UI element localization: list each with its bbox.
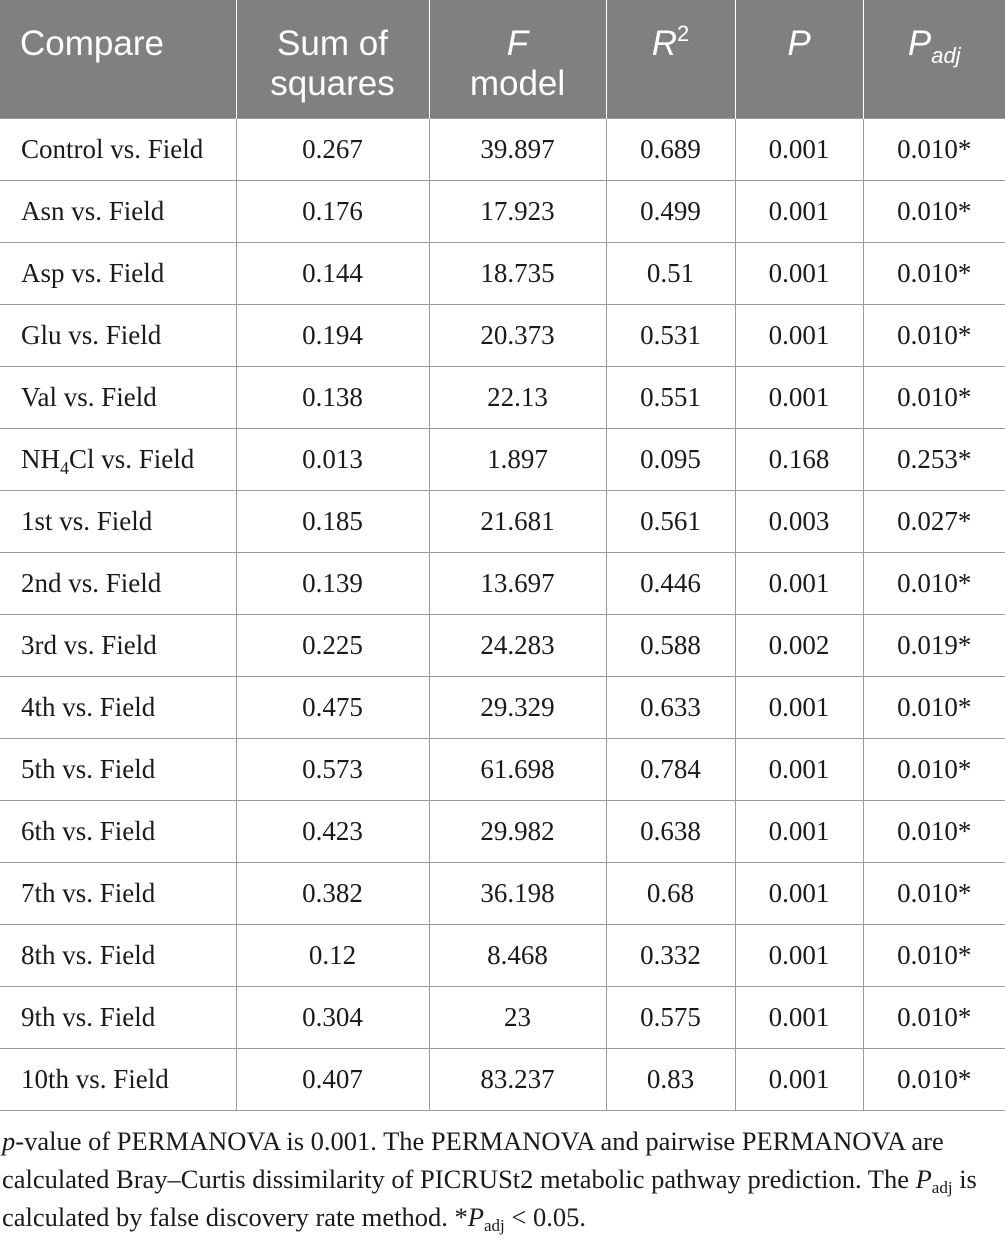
- table-row: [0, 987, 1005, 1049]
- cell-f-model: 61.698: [429, 739, 606, 801]
- table-row: [0, 677, 1005, 739]
- cell-compare: 8th vs. Field: [0, 925, 236, 987]
- cell-p: 0.001: [735, 925, 863, 987]
- header-compare: Compare: [0, 0, 236, 119]
- cell-compare: 6th vs. Field: [0, 801, 236, 863]
- cell-f-model: 36.198: [429, 863, 606, 925]
- cell-p-adj: 0.010*: [863, 553, 1005, 615]
- cell-p: 0.001: [735, 367, 863, 429]
- cell-sum-of-squares: 0.138: [236, 367, 429, 429]
- header-sum-line1: Sum of: [277, 24, 388, 63]
- footnote-padj2-base: P: [467, 1202, 484, 1232]
- cell-p: 0.001: [735, 863, 863, 925]
- cell-compare: Asn vs. Field: [0, 181, 236, 243]
- cell-f-model: 13.697: [429, 553, 606, 615]
- cell-compare: Glu vs. Field: [0, 305, 236, 367]
- table-row: [0, 553, 1005, 615]
- cell-p: 0.002: [735, 615, 863, 677]
- cell-p-adj: 0.010*: [863, 119, 1005, 181]
- footnote-part1: -value of PERMANOVA is 0.001. The PERMANOVA and pairwise PERMANOVA are calculated Bray–Curtis dissimilarity of PICRUSt2 metabolic pathway prediction. The: [2, 1126, 944, 1194]
- cell-p-adj: 0.010*: [863, 987, 1005, 1049]
- cell-f-model: 83.237: [429, 1049, 606, 1111]
- cell-sum-of-squares: 0.267: [236, 119, 429, 181]
- cell-p-adj: 0.010*: [863, 801, 1005, 863]
- table-row: [0, 119, 1005, 181]
- footnote-part3: < 0.05.: [504, 1202, 586, 1232]
- cell-p-adj: 0.010*: [863, 367, 1005, 429]
- cell-compare-sub: 4: [60, 458, 69, 478]
- cell-f-model: 24.283: [429, 615, 606, 677]
- cell-sum-of-squares: 0.194: [236, 305, 429, 367]
- cell-compare: 10th vs. Field: [0, 1049, 236, 1111]
- cell-p: 0.001: [735, 305, 863, 367]
- cell-p-adj: 0.010*: [863, 181, 1005, 243]
- cell-sum-of-squares: 0.139: [236, 553, 429, 615]
- cell-sum-of-squares: 0.423: [236, 801, 429, 863]
- cell-f-model: 21.681: [429, 491, 606, 553]
- cell-sum-of-squares: 0.407: [236, 1049, 429, 1111]
- cell-compare-pre: NH: [21, 444, 60, 474]
- cell-r2: 0.575: [606, 987, 735, 1049]
- header-p: P: [735, 0, 863, 119]
- table-row: [0, 243, 1005, 305]
- cell-p-adj: 0.019*: [863, 615, 1005, 677]
- cell-f-model: 29.982: [429, 801, 606, 863]
- cell-p-adj: 0.253*: [863, 429, 1005, 491]
- cell-r2: 0.633: [606, 677, 735, 739]
- cell-f-model: 1.897: [429, 429, 606, 491]
- cell-p: 0.001: [735, 801, 863, 863]
- cell-p-adj: 0.010*: [863, 739, 1005, 801]
- table-row: [0, 181, 1005, 243]
- header-f-model: [429, 0, 606, 119]
- cell-sum-of-squares: 0.475: [236, 677, 429, 739]
- header-r2-base: R: [651, 24, 678, 63]
- table-row: [0, 491, 1005, 553]
- footnote-p-italic: p: [2, 1126, 16, 1156]
- cell-f-model: 8.468: [429, 925, 606, 987]
- cell-p-adj: 0.010*: [863, 863, 1005, 925]
- header-r2-sup: 2: [677, 21, 690, 46]
- table-row: [0, 801, 1005, 863]
- cell-p-adj: 0.010*: [863, 1049, 1005, 1111]
- cell-p: 0.001: [735, 553, 863, 615]
- footnote-padj2-sub: adj: [483, 1216, 505, 1235]
- cell-p: 0.001: [735, 243, 863, 305]
- cell-r2: 0.561: [606, 491, 735, 553]
- cell-compare: 9th vs. Field: [0, 987, 236, 1049]
- table-row: [0, 925, 1005, 987]
- cell-sum-of-squares: 0.12: [236, 925, 429, 987]
- cell-f-model: 23: [429, 987, 606, 1049]
- cell-r2: 0.551: [606, 367, 735, 429]
- table-footnote: [2, 1122, 1002, 1236]
- cell-compare: 1st vs. Field: [0, 491, 236, 553]
- header-padj-sub: adj: [931, 43, 961, 68]
- cell-sum-of-squares: 0.013: [236, 429, 429, 491]
- cell-r2: 0.638: [606, 801, 735, 863]
- cell-p: 0.001: [735, 119, 863, 181]
- header-f-line2: model: [469, 64, 566, 103]
- cell-p: 0.003: [735, 491, 863, 553]
- cell-p: 0.001: [735, 677, 863, 739]
- cell-f-model: 17.923: [429, 181, 606, 243]
- cell-p-adj: 0.010*: [863, 243, 1005, 305]
- cell-p: 0.168: [735, 429, 863, 491]
- header-p-adj: [863, 0, 1005, 119]
- cell-r2: 0.531: [606, 305, 735, 367]
- cell-f-model: 20.373: [429, 305, 606, 367]
- cell-f-model: 39.897: [429, 119, 606, 181]
- cell-r2: 0.689: [606, 119, 735, 181]
- table-body: [0, 119, 1005, 1111]
- cell-p: 0.001: [735, 1049, 863, 1111]
- cell-sum-of-squares: 0.304: [236, 987, 429, 1049]
- cell-sum-of-squares: 0.185: [236, 491, 429, 553]
- header-padj-base: P: [907, 24, 932, 63]
- cell-p-adj: 0.027*: [863, 491, 1005, 553]
- cell-p: 0.001: [735, 181, 863, 243]
- cell-compare: Asp vs. Field: [0, 243, 236, 305]
- cell-f-model: 18.735: [429, 243, 606, 305]
- cell-r2: 0.499: [606, 181, 735, 243]
- cell-p-adj: 0.010*: [863, 677, 1005, 739]
- cell-sum-of-squares: 0.176: [236, 181, 429, 243]
- table-row: [0, 863, 1005, 925]
- table-row: [0, 1049, 1005, 1111]
- cell-sum-of-squares: 0.225: [236, 615, 429, 677]
- cell-r2: 0.332: [606, 925, 735, 987]
- footnote-padj1-sub: adj: [931, 1178, 953, 1197]
- cell-f-model: 29.329: [429, 677, 606, 739]
- cell-r2: 0.51: [606, 243, 735, 305]
- cell-compare-post: Cl vs. Field: [69, 444, 195, 474]
- cell-compare: [0, 429, 236, 491]
- cell-r2: 0.446: [606, 553, 735, 615]
- header-sum-of-squares: [236, 0, 429, 119]
- cell-r2: 0.83: [606, 1049, 735, 1111]
- cell-r2: 0.588: [606, 615, 735, 677]
- cell-compare: 2nd vs. Field: [0, 553, 236, 615]
- cell-sum-of-squares: 0.144: [236, 243, 429, 305]
- cell-f-model: 22.13: [429, 367, 606, 429]
- cell-p: 0.001: [735, 739, 863, 801]
- cell-p-adj: 0.010*: [863, 305, 1005, 367]
- cell-sum-of-squares: 0.382: [236, 863, 429, 925]
- cell-sum-of-squares: 0.573: [236, 739, 429, 801]
- header-r2: [606, 0, 735, 119]
- cell-compare: Control vs. Field: [0, 119, 236, 181]
- header-f-line1: F: [506, 24, 529, 63]
- table-row: [0, 367, 1005, 429]
- cell-r2: 0.68: [606, 863, 735, 925]
- table-header: [0, 0, 1005, 119]
- cell-p-adj: 0.010*: [863, 925, 1005, 987]
- footnote-padj1-base: P: [915, 1164, 932, 1194]
- table-row: [0, 739, 1005, 801]
- cell-compare: Val vs. Field: [0, 367, 236, 429]
- table-row: [0, 615, 1005, 677]
- cell-compare: 4th vs. Field: [0, 677, 236, 739]
- footnote-part2: is calculated by false discovery rate method. *: [2, 1164, 977, 1232]
- table-row: [0, 305, 1005, 367]
- cell-compare: 7th vs. Field: [0, 863, 236, 925]
- cell-compare: 5th vs. Field: [0, 739, 236, 801]
- cell-compare: 3rd vs. Field: [0, 615, 236, 677]
- table-row: [0, 429, 1005, 491]
- cell-p: 0.001: [735, 987, 863, 1049]
- cell-r2: 0.095: [606, 429, 735, 491]
- header-sum-line2: squares: [270, 64, 395, 103]
- cell-r2: 0.784: [606, 739, 735, 801]
